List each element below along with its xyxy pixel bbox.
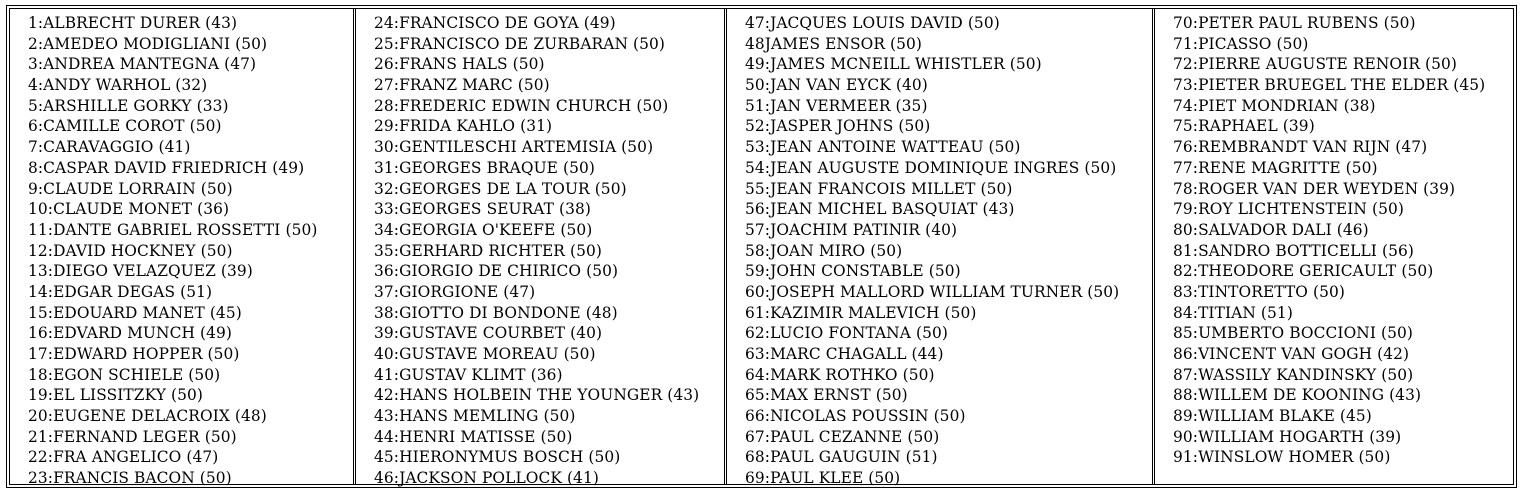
artist-entry: 86:VINCENT VAN GOGH (42) (1173, 345, 1410, 363)
artist-entry: 51:JAN VERMEER (35) (745, 96, 928, 115)
artist-table-body (9, 8, 1514, 488)
artist-entry: 71:PICASSO (50) (1173, 34, 1309, 53)
artist-entry: 34:GEORGIA O'KEEFE (50) (374, 220, 593, 239)
artist-entry: 76:REMBRANDT VAN RIJN (47) (1173, 138, 1428, 157)
artist-entry: 78:ROGER VAN DER WEYDEN (39) (1173, 179, 1456, 198)
artist-entry: 3:ANDREA MANTEGNA (47) (28, 55, 257, 74)
artist-entry: 39:GUSTAVE COURBET (40) (374, 324, 603, 343)
artist-entry: 26:FRANS HALS (50) (374, 55, 545, 74)
artist-entry: 42:HANS HOLBEIN THE YOUNGER (43) (374, 386, 700, 405)
artist-entry: 25:FRANCISCO DE ZURBARAN (50) (374, 34, 666, 53)
artist-entry: 6:CAMILLE COROT (50) (28, 117, 222, 136)
artist-entry: 30:GENTILESCHI ARTEMISIA (50) (374, 138, 654, 157)
artist-entry: 31:GEORGES BRAQUE (50) (374, 158, 595, 177)
artist-entry: 64:MARK ROTHKO (50) (745, 365, 935, 384)
artist-entry: 61:KAZIMIR MALEVICH (50) (745, 303, 977, 322)
artist-entry: 65:MAX ERNST (50) (745, 386, 908, 405)
artist-entry: 49:JAMES MCNEILL WHISTLER (50) (745, 55, 1042, 74)
artist-entry: 47:JACQUES LOUIS DAVID (50) (745, 14, 1000, 32)
artist-entry: 85:UMBERTO BOCCIONI (50) (1173, 324, 1414, 343)
artist-entry: 74:PIET MONDRIAN (38) (1173, 96, 1376, 115)
artist-entry: 55:JEAN FRANCOIS MILLET (50) (745, 179, 1013, 198)
table-column (1152, 9, 1513, 484)
artist-entry: 79:ROY LICHTENSTEIN (50) (1173, 200, 1404, 219)
artist-entry: 44:HENRI MATISSE (50) (374, 427, 573, 446)
artist-entry: 50:JAN VAN EYCK (40) (745, 76, 928, 95)
artist-entry: 91:WINSLOW HOMER (50) (1173, 448, 1391, 467)
artist-entry: 83:TINTORETTO (50) (1173, 282, 1346, 301)
artist-entry: 48JAMES ENSOR (50) (745, 34, 923, 53)
artist-entry: 54:JEAN AUGUSTE DOMINIQUE INGRES (50) (745, 158, 1117, 177)
artist-entry: 20:EUGENE DELACROIX (48) (28, 407, 267, 426)
artist-entry: 21:FERNAND LEGER (50) (28, 427, 237, 446)
artist-entry: 7:CARAVAGGIO (41) (28, 138, 191, 157)
artist-table (6, 5, 1517, 488)
artist-entry: 29:FRIDA KAHLO (31) (374, 117, 553, 136)
artist-entry: 28:FREDERIC EDWIN CHURCH (50) (374, 96, 669, 115)
artist-entry: 81:SANDRO BOTTICELLI (56) (1173, 241, 1414, 260)
artist-entry: 82:THEODORE GERICAULT (50) (1173, 262, 1434, 281)
artist-entry: 5:ARSHILLE GORKY (33) (28, 96, 229, 115)
artist-entry: 37:GIORGIONE (47) (374, 282, 536, 301)
artist-entry: 46:JACKSON POLLOCK (41) (374, 469, 599, 488)
artist-entry: 15:EDOUARD MANET (45) (28, 303, 242, 322)
artist-entry: 52:JASPER JOHNS (50) (745, 117, 931, 136)
artist-entry: 24:FRANCISCO DE GOYA (49) (374, 14, 616, 32)
table-column (724, 9, 1152, 488)
artist-entry: 87:WASSILY KANDINSKY (50) (1173, 365, 1414, 384)
artist-entry: 38:GIOTTO DI BONDONE (48) (374, 303, 618, 322)
artist-entry: 84:TITIAN (51) (1173, 303, 1293, 322)
artist-entry: 62:LUCIO FONTANA (50) (745, 324, 948, 343)
artist-entry: 75:RAPHAEL (39) (1173, 117, 1315, 136)
artist-entry: 88:WILLEM DE KOONING (43) (1173, 386, 1422, 405)
artist-entry: 18:EGON SCHIELE (50) (28, 365, 221, 384)
artist-entry: 69:PAUL KLEE (50) (745, 469, 901, 488)
artist-entry: 22:FRA ANGELICO (47) (28, 448, 219, 467)
artist-entry: 77:RENE MAGRITTE (50) (1173, 158, 1378, 177)
artist-entry: 68:PAUL GAUGUIN (51) (745, 448, 938, 467)
artist-entry: 11:DANTE GABRIEL ROSSETTI (50) (28, 220, 318, 239)
artist-entry: 57:JOACHIM PATINIR (40) (745, 220, 958, 239)
artist-entry: 16:EDVARD MUNCH (49) (28, 324, 232, 343)
artist-entry: 80:SALVADOR DALI (46) (1173, 220, 1369, 239)
artist-entry: 1:ALBRECHT DURER (43) (28, 14, 238, 32)
artist-entry: 40:GUSTAVE MOREAU (50) (374, 345, 596, 363)
artist-entry: 4:ANDY WARHOL (32) (28, 76, 208, 95)
artist-entry: 14:EDGAR DEGAS (51) (28, 282, 213, 301)
artist-entry: 72:PIERRE AUGUSTE RENOIR (50) (1173, 55, 1457, 74)
artist-entry: 10:CLAUDE MONET (36) (28, 200, 230, 219)
artist-entry: 33:GEORGES SEURAT (38) (374, 200, 592, 219)
artist-entry: 60:JOSEPH MALLORD WILLIAM TURNER (50) (745, 282, 1120, 301)
artist-entry: 43:HANS MEMLING (50) (374, 407, 576, 426)
artist-entry: 90:WILLIAM HOGARTH (39) (1173, 427, 1402, 446)
table-column (10, 9, 353, 488)
artist-entry: 9:CLAUDE LORRAIN (50) (28, 179, 233, 198)
artist-entry: 53:JEAN ANTOINE WATTEAU (50) (745, 138, 1021, 157)
artist-entry: 66:NICOLAS POUSSIN (50) (745, 407, 966, 426)
artist-entry: 45:HIERONYMUS BOSCH (50) (374, 448, 621, 467)
artist-entry: 13:DIEGO VELAZQUEZ (39) (28, 262, 253, 281)
artist-entry: 35:GERHARD RICHTER (50) (374, 241, 602, 260)
artist-entry: 67:PAUL CEZANNE (50) (745, 427, 940, 446)
artist-entry: 27:FRANZ MARC (50) (374, 76, 550, 95)
artist-entry: 36:GIORGIO DE CHIRICO (50) (374, 262, 619, 281)
artist-entry: 73:PIETER BRUEGEL THE ELDER (45) (1173, 76, 1486, 95)
artist-entry: 2:AMEDEO MODIGLIANI (50) (28, 34, 268, 53)
artist-entry: 12:DAVID HOCKNEY (50) (28, 241, 233, 260)
artist-entry: 70:PETER PAUL RUBENS (50) (1173, 14, 1416, 32)
artist-entry: 58:JOAN MIRO (50) (745, 241, 903, 260)
artist-entry: 19:EL LISSITZKY (50) (28, 386, 204, 405)
artist-entry: 63:MARC CHAGALL (44) (745, 345, 944, 363)
artist-entry: 17:EDWARD HOPPER (50) (28, 345, 240, 363)
artist-entry: 32:GEORGES DE LA TOUR (50) (374, 179, 627, 198)
table-column (353, 9, 724, 488)
artist-entry: 59:JOHN CONSTABLE (50) (745, 262, 961, 281)
artist-entry: 56:JEAN MICHEL BASQUIAT (43) (745, 200, 1015, 219)
artist-entry: 41:GUSTAV KLIMT (36) (374, 365, 563, 384)
artist-entry: 23:FRANCIS BACON (50) (28, 469, 232, 488)
artist-entry: 8:CASPAR DAVID FRIEDRICH (49) (28, 158, 305, 177)
artist-entry: 89:WILLIAM BLAKE (45) (1173, 407, 1372, 426)
